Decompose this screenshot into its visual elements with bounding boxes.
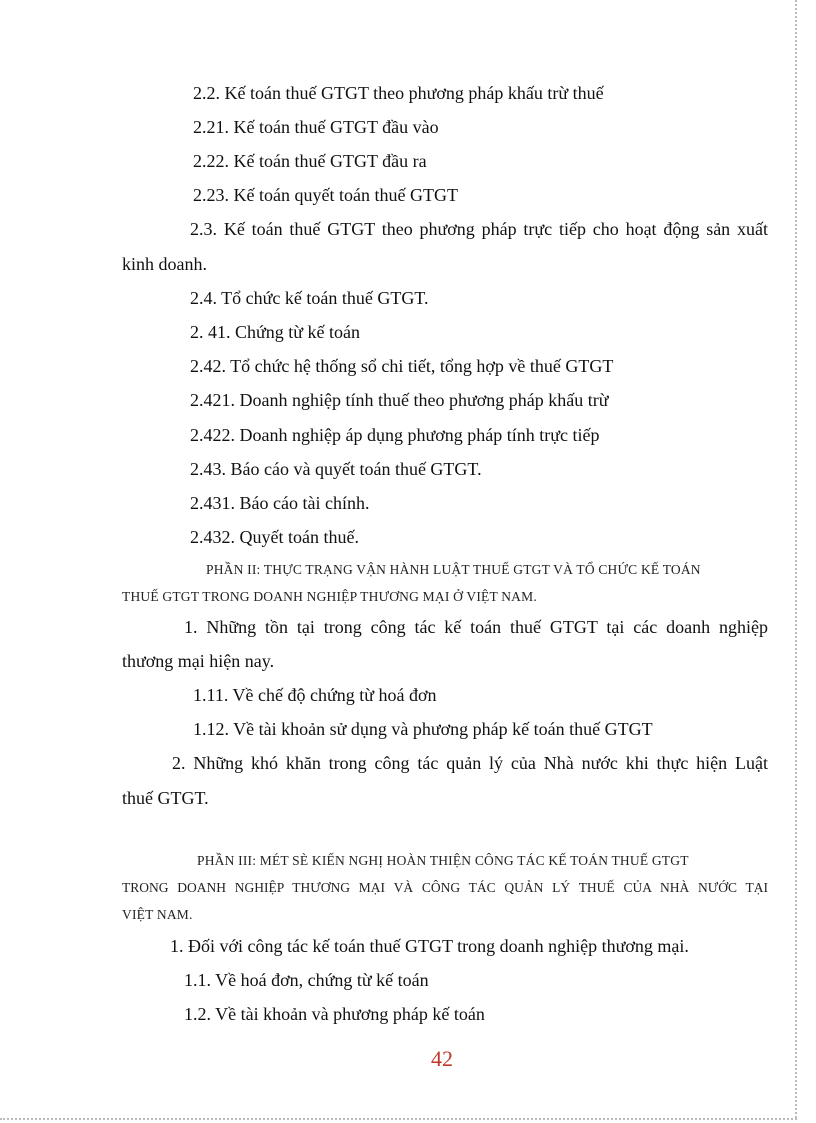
toc-entry-2-41: 2. 41. Chứng từ kế toán (190, 322, 360, 342)
toc-entry-p2-2: 2. Những khó khăn trong công tác quản lý của Nhà nước khi thực hiện Luật (172, 753, 768, 773)
part-3-heading-cont-2: VIỆT NAM. (122, 907, 193, 922)
toc-entry-p2-1-12: 1.12. Về tài khoản sử dụng và phương pháp kế toán thuế GTGT (193, 719, 653, 739)
page-border-bottom (0, 1118, 797, 1120)
toc-entry-p2-1: 1. Những tồn tại trong công tác kế toán thuế GTGT tại các doanh nghiệp (184, 617, 768, 637)
toc-entry-2-4: 2.4. Tổ chức kế toán thuế GTGT. (190, 288, 429, 308)
part-3-heading: PHẦN III: MÉT SÈ KIẾN NGHỊ HOÀN THIỆN CÔNG TÁC KẾ TOÁN THUẾ GTGT (197, 853, 689, 868)
part-2-heading: PHẦN II: THỰC TRẠNG VẬN HÀNH LUẬT THUẾ GTGT VÀ TỔ CHỨC KẾ TOÁN (206, 562, 701, 577)
toc-entry-2-22: 2.22. Kế toán thuế GTGT đầu ra (193, 151, 427, 171)
toc-entry-p3-1: 1. Đối với công tác kế toán thuế GTGT trong doanh nghiệp thương mại. (170, 936, 689, 956)
toc-entry-p2-1-11: 1.11. Về chế độ chứng từ hoá đơn (193, 685, 437, 705)
toc-entry-p2-2-cont: thuế GTGT. (122, 788, 209, 808)
toc-entry-2-432: 2.432. Quyết toán thuế. (190, 527, 359, 547)
toc-entry-2-23: 2.23. Kế toán quyết toán thuế GTGT (193, 185, 458, 205)
toc-entry-2-421: 2.421. Doanh nghiệp tính thuế theo phương pháp khấu trừ (190, 390, 609, 410)
toc-entry-2-3: 2.3. Kế toán thuế GTGT theo phương pháp trực tiếp cho hoạt động sản xuất (190, 219, 768, 239)
part-3-heading-cont-1: TRONG DOANH NGHIỆP THƯƠNG MẠI VÀ CÔNG TÁC QUẢN LÝ THUẾ CỦA NHÀ NƯỚC TẠI (122, 880, 768, 895)
toc-entry-2-431: 2.431. Báo cáo tài chính. (190, 493, 370, 513)
toc-entry-2-3-cont: kinh doanh. (122, 254, 207, 274)
page-number: 42 (431, 1046, 453, 1071)
toc-entry-2-43: 2.43. Báo cáo và quyết toán thuế GTGT. (190, 459, 482, 479)
toc-entry-2-21: 2.21. Kế toán thuế GTGT đầu vào (193, 117, 439, 137)
toc-entry-2-422: 2.422. Doanh nghiệp áp dụng phương pháp tính trực tiếp (190, 425, 600, 445)
toc-entry-2-42: 2.42. Tổ chức hệ thống sổ chi tiết, tổng hợp về thuế GTGT (190, 356, 614, 376)
toc-entry-p3-1-2: 1.2. Về tài khoản và phương pháp kế toán (184, 1004, 485, 1024)
part-2-heading-cont: THUẾ GTGT TRONG DOANH NGHIỆP THƯƠNG MẠI Ở VIỆT NAM. (122, 589, 537, 604)
page-border-right (795, 0, 797, 1118)
toc-entry-p2-1-cont: thương mại hiện nay. (122, 651, 275, 671)
toc-entry-p3-1-1: 1.1. Về hoá đơn, chứng từ kế toán (184, 970, 429, 990)
toc-entry-2-2: 2.2. Kế toán thuế GTGT theo phương pháp khấu trừ thuế (193, 83, 604, 103)
